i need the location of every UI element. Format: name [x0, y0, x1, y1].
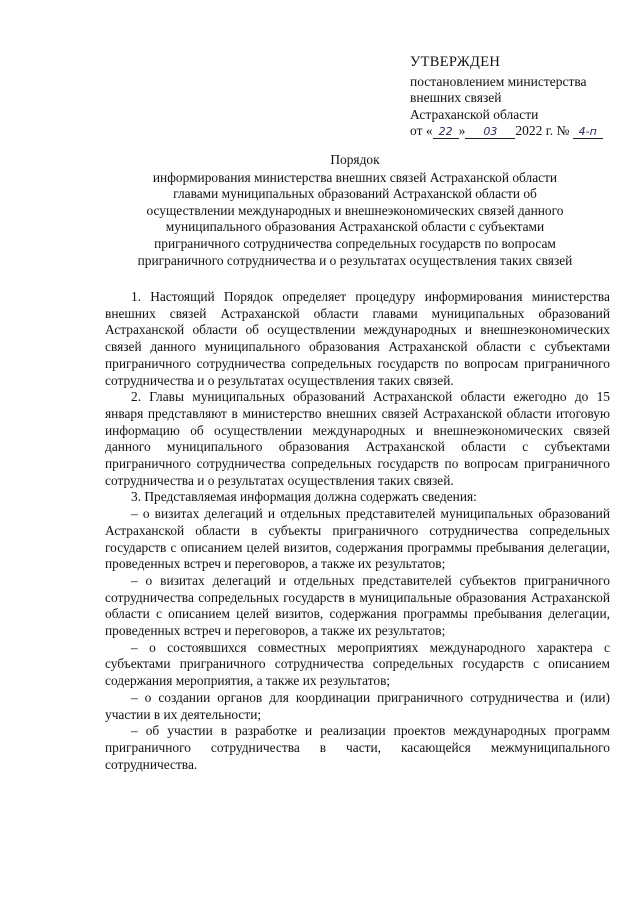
date-day-handwritten: 22 — [433, 125, 459, 139]
date-mid: » — [458, 123, 466, 138]
date-year: 2022 г. № — [515, 123, 570, 138]
title-line: информирования министерства внешних связей Астраханской области — [152, 169, 558, 185]
approval-block — [410, 54, 635, 140]
paragraph: 1. Настоящий Порядок определяет процедуру информирования министерства внешних связей Астраханской области главами муниципальных образований Астраханской области об осуществлении международных и внешнеэкономических связей данного муниципального образования Астраханской области с субъектами приграничного сотрудничества сопредельных государств по вопросам приграничного сотрудничества и о результатах осуществления таких связей. — [105, 289, 610, 388]
approval-heading: УТВЕРЖДЕН — [410, 54, 501, 70]
list-item: – о визитах делегаций и отдельных представителей муниципальных образований Астраханской области в субъекты приграничного сотрудничества сопредельных государств с описанием целей визитов, содержания программы пребывания делегации, проведенных встреч и переговоров, а также их результатов; — [105, 506, 610, 572]
approval-line-1: постановлением министерства — [410, 73, 587, 89]
approval-date-line — [410, 123, 635, 140]
list-item: – о состоявшихся совместных мероприятиях международного характера с субъектами приграничного сотрудничества сопредельных государств с описанием содержания мероприятия, а также их результатов; — [105, 639, 610, 689]
title-word: Порядок — [330, 152, 380, 167]
approval-line-3: Астраханской области — [410, 106, 539, 122]
list-item: – о создании органов для координации приграничного сотрудничества и (или) участии в их деятельности; — [105, 689, 610, 722]
list-item: – о визитах делегаций и отдельных представителей субъектов приграничного сотрудничества сопредельных государств в муниципальные образования Астраханской области с описанием целей визитов, содержания программы пребывания делегации, проведенных встреч и переговоров, а также их результатов; — [105, 572, 610, 639]
document-title — [95, 152, 615, 269]
date-month-handwritten: 03 — [465, 125, 515, 139]
list-item: – об участии в разработке и реализации проектов международных программ приграничного сотрудничества в части, касающейся межмуниципального сотрудничества. — [105, 723, 610, 772]
approval-line-2: внешних связей — [410, 90, 502, 105]
paragraph: 2. Главы муниципальных образований Астраханской области ежегодно до 15 января представляют в министерство внешних связей Астраханской области итоговую информацию об осуществлении международных и внешнеэкономических связей данного муниципального образования Астраханской области с субъектами приграничного сотрудничества сопредельных государств по вопросам приграничного сотрудничества и о результатах осуществления таких связей. — [105, 389, 610, 488]
title-line: муниципального образования Астраханской области с субъектами — [165, 219, 545, 235]
title-line: осуществлении международных и внешнеэкономических связей данного — [146, 202, 564, 218]
document-body — [105, 289, 610, 773]
paragraph: 3. Представляемая информация должна содержать сведения: — [131, 489, 477, 505]
title-line: главами муниципальных образований Астраханской области об — [173, 186, 537, 202]
title-line: приграничного сотрудничества и о результатах осуществления таких связей — [137, 252, 573, 268]
document-number-handwritten: 4-п — [573, 125, 603, 139]
date-prefix: от « — [410, 123, 433, 138]
title-line: приграничного сотрудничества сопредельных государств по вопросам — [154, 235, 556, 251]
